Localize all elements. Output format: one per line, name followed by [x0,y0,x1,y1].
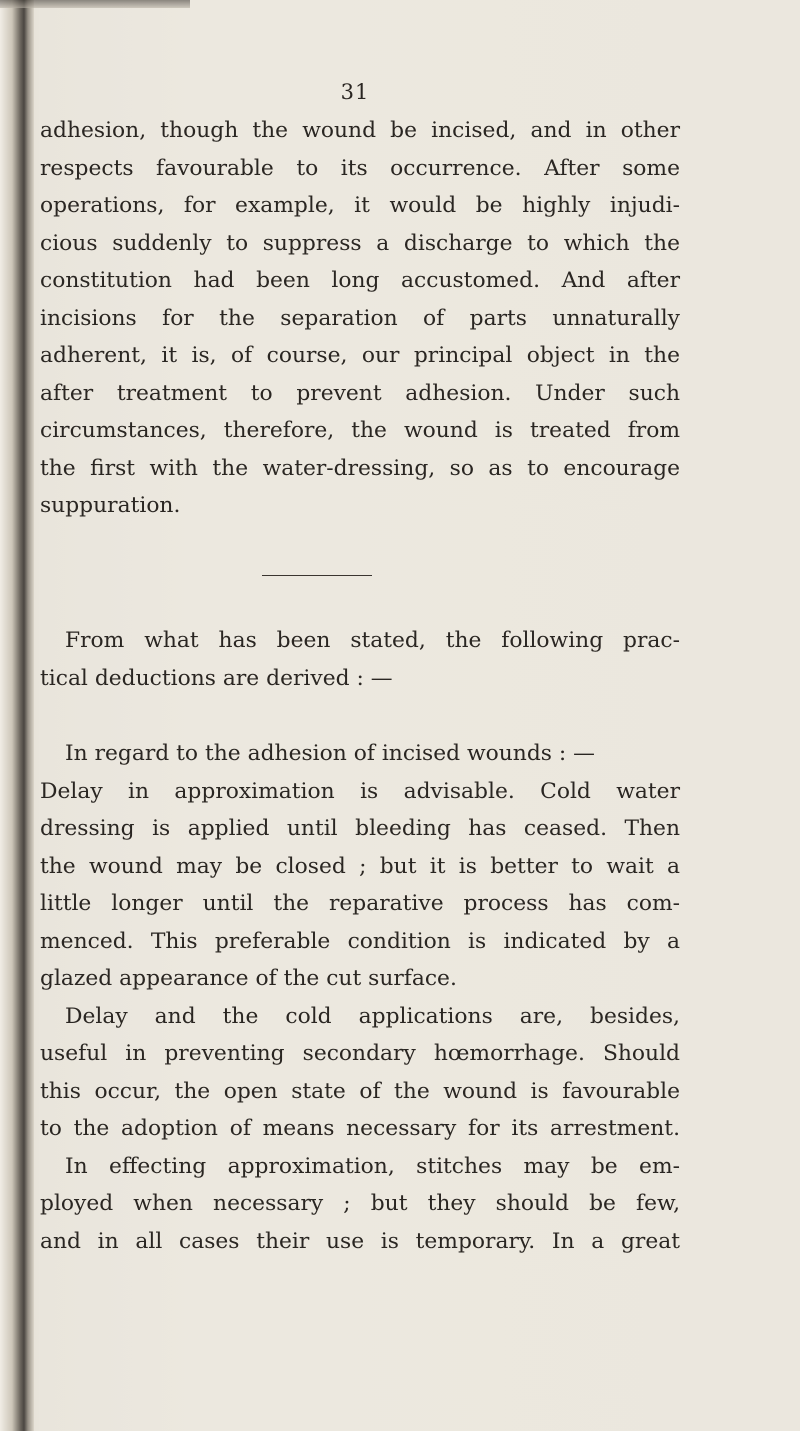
text-line: In regard to the adhesion of incised wounds : — [65,741,595,766]
text-line: cious suddenly to suppress a discharge to which the [40,230,680,256]
text-line: adherent, it is, of course, our principal object in the [40,343,680,368]
text-line: Delay in approximation is advisable. Cold water [40,778,680,804]
text-line: after treatment to prevent adhesion. Under such [40,380,680,406]
text-line: this occur, the open state of the wound is favourable [40,1078,680,1104]
text-line: useful in preventing secondary hœmorrhage. Should [40,1041,680,1066]
paragraph-incised-wounds [40,735,680,1260]
text-line: dressing is applied until bleeding has ceased. Then [40,816,680,841]
text-line: incisions for the separation of parts unnaturally [40,305,680,331]
text-line: circumstances, therefore, the wound is treated from [40,418,680,443]
section-divider-rule [262,575,372,576]
paragraph-practical-deductions [40,622,680,697]
text-line: and in all cases their use is temporary. In a great [40,1228,680,1254]
page-top-edge-shadow [0,0,190,8]
paragraph-adhesion-suppuration [40,112,680,525]
text-line: tical deductions are derived : — [40,665,393,691]
text-line: operations, for example, it would be highly injudi- [40,193,680,218]
text-line: respects favourable to its occurrence. After some [40,155,680,181]
text-line: constitution had been long accustomed. And after [40,268,680,293]
text-line: the wound may be closed ; but it is better to wait a [40,853,680,879]
text-line: adhesion, though the wound be incised, and in other [40,118,680,143]
page-number: 31 [340,80,370,104]
text-line: glazed appearance of the cut surface. [40,966,457,991]
text-line: ployed when necessary ; but they should be few, [40,1191,680,1216]
text-line: From what has been stated, the following prac- [65,628,680,653]
text-line: little longer until the reparative process has com- [40,891,680,916]
page-binding-shadow [0,0,34,1431]
text-line: menced. This preferable condition is indicated by a [40,928,680,954]
text-line: the first with the water-dressing, so as to encourage [40,455,680,481]
text-line: Delay and the cold applications are, besides, [65,1003,680,1029]
text-line: In effecting approximation, stitches may be em- [65,1153,680,1179]
text-line: to the adoption of means necessary for its arrestment. [40,1116,680,1141]
text-line: suppuration. [40,493,181,518]
